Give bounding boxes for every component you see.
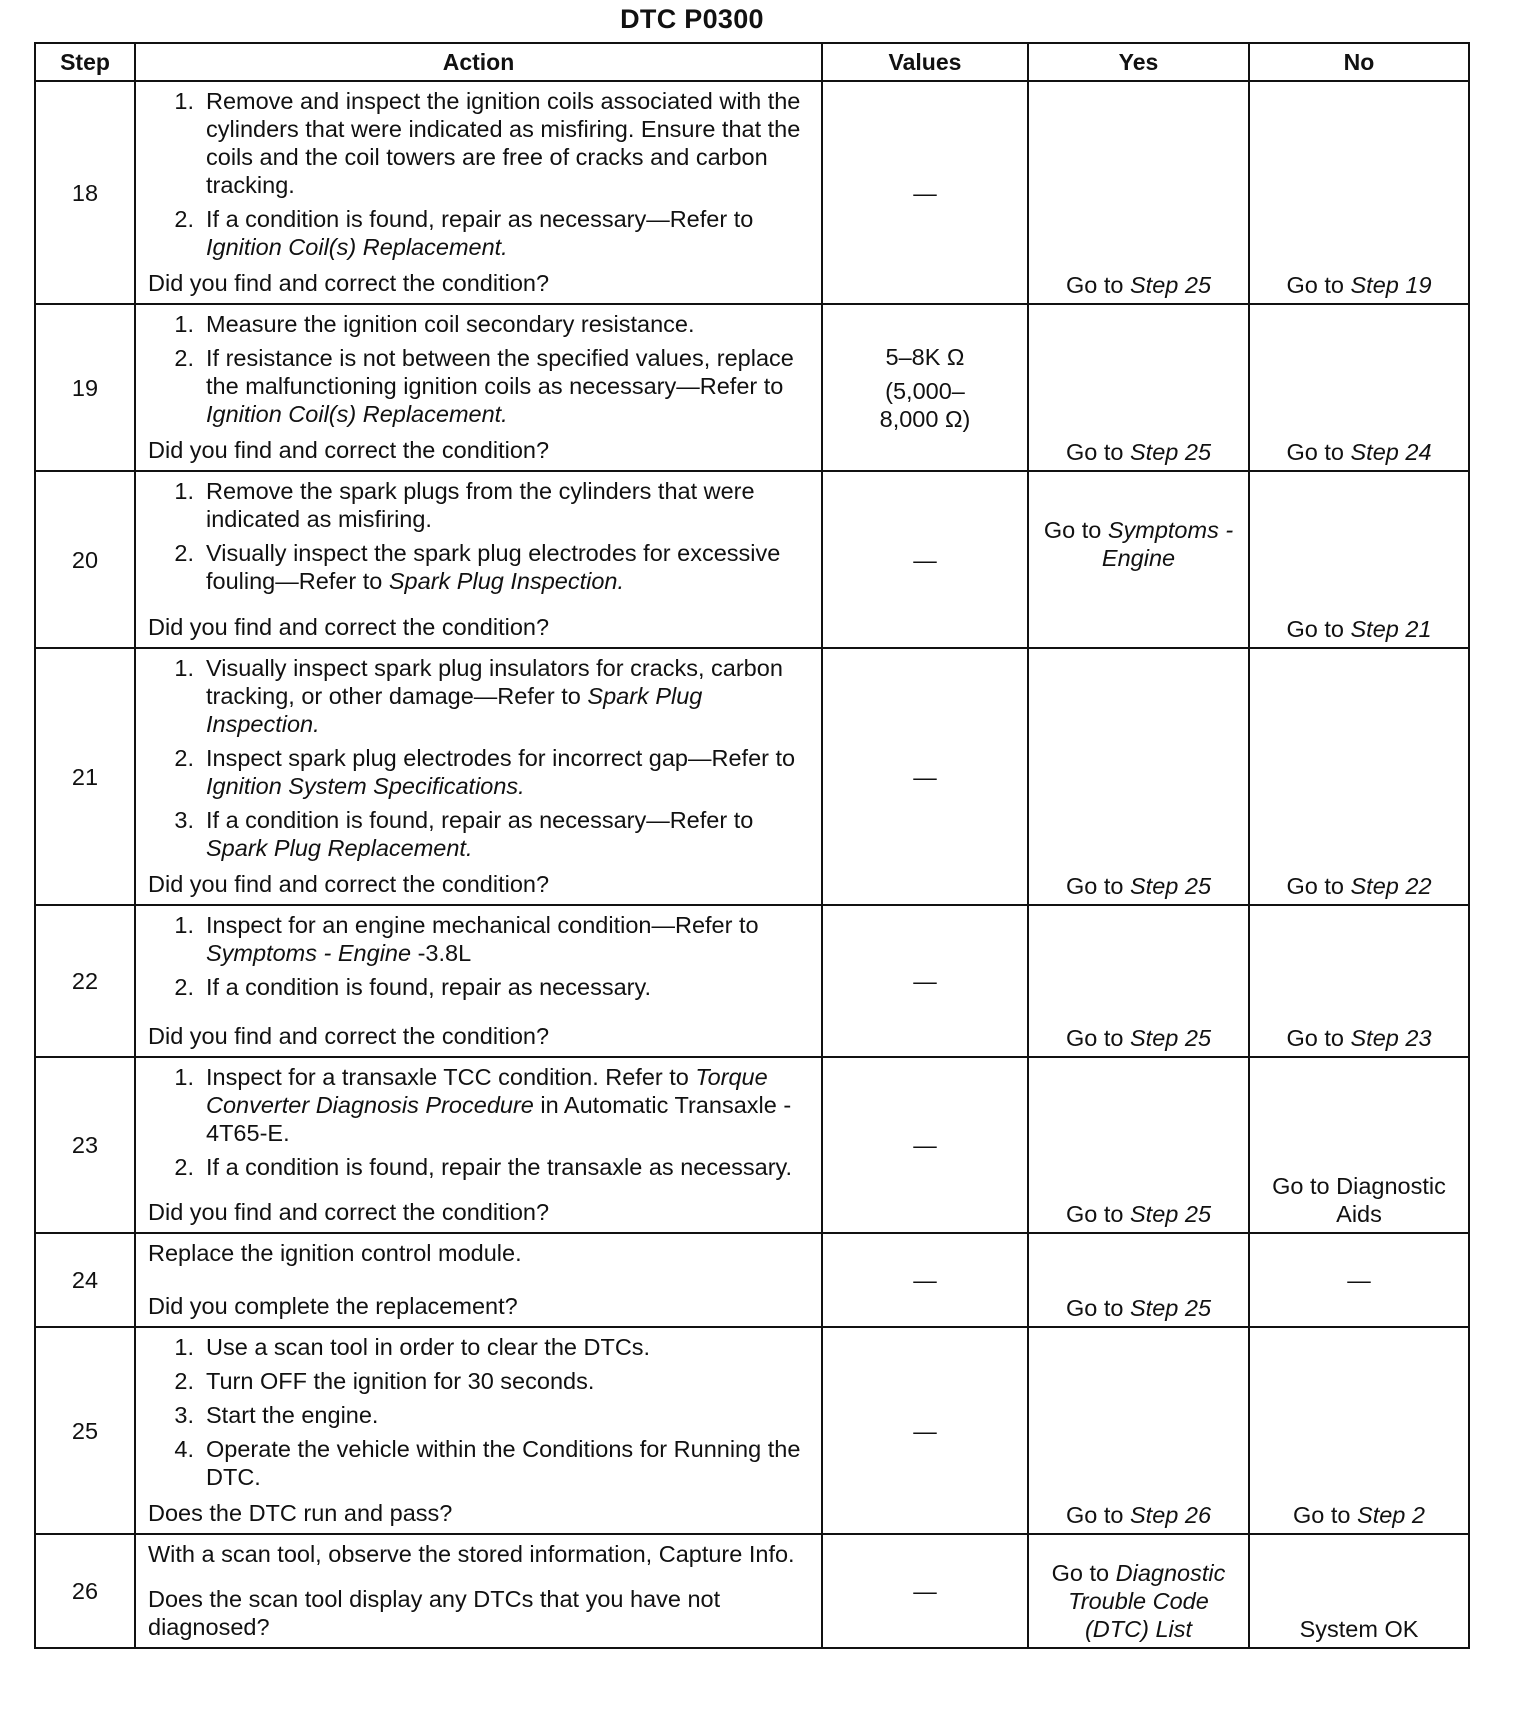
values-cell [822, 81, 1028, 304]
item-number: 1. [174, 912, 194, 938]
item-text [206, 1153, 813, 1181]
action-step-list [148, 87, 813, 261]
action-cell [135, 471, 822, 648]
no-value: — [913, 1267, 937, 1293]
item-text [206, 205, 813, 261]
values-cell [822, 1057, 1028, 1233]
text-run: Go to [1065, 1025, 1130, 1051]
text-run: Symptoms - Engine [206, 940, 412, 966]
text-run: Step 2 [1357, 1502, 1425, 1528]
text-run: Go to [1286, 1025, 1351, 1051]
action-cell [135, 1233, 822, 1327]
table-row [35, 1233, 1469, 1327]
text-run: Spark Plug Inspection. [206, 683, 703, 737]
action-content [148, 310, 813, 464]
no-value: — [913, 763, 937, 790]
action-content [148, 654, 813, 898]
action-content [148, 1239, 813, 1320]
action-question: Did you find and correct the condition? [148, 270, 550, 296]
text-run: Spark Plug Replacement. [206, 835, 473, 861]
yes-action[interactable] [1033, 271, 1244, 299]
text-run: Step 25 [1130, 1295, 1212, 1321]
yes-cell [1028, 1057, 1249, 1233]
item-number: 3. [174, 1402, 194, 1428]
text-run: Symptoms - Engine [1101, 517, 1234, 571]
no-action[interactable] [1254, 1024, 1464, 1052]
action-content [148, 911, 813, 1050]
text-run: Torque Converter Diagnosis Procedure [206, 1064, 768, 1118]
item-number: 1. [174, 1334, 194, 1360]
action-step-list [148, 911, 813, 1001]
text-run: Inspect spark plug electrodes for incorrect gap—Refer to [206, 745, 796, 771]
text-run: Inspect for a transaxle TCC condition. Refer to [206, 1064, 696, 1090]
action-content [148, 1333, 813, 1527]
text-run: Go to [1051, 1560, 1116, 1586]
action-question: Did you complete the replacement? [148, 1293, 518, 1319]
text-run: Go to [1286, 439, 1351, 465]
no-cell [1249, 1057, 1469, 1233]
action-step-item [148, 1435, 813, 1491]
header-yes: Yes [1028, 43, 1249, 81]
action-step-item [148, 344, 813, 428]
no-cell [1249, 81, 1469, 304]
item-number: 1. [174, 478, 194, 504]
action-step-item [148, 1367, 813, 1395]
table-header-row [35, 43, 1469, 81]
yes-cell [1028, 1327, 1249, 1534]
action-cell [135, 1327, 822, 1534]
step-number: 24 [35, 1233, 135, 1327]
yes-cell [1028, 905, 1249, 1057]
spec-value: (5,000– [885, 377, 965, 404]
values-cell [822, 304, 1028, 471]
text-run: Turn OFF the ignition for 30 seconds. [206, 1368, 595, 1394]
item-number: 1. [174, 655, 194, 681]
action-step-item [148, 87, 813, 199]
values-cell [822, 1534, 1028, 1648]
text-run: Inspect for an engine mechanical condition—Refer to [206, 912, 759, 938]
text-run: Spark Plug Inspection. [388, 568, 625, 594]
step-number: 18 [35, 81, 135, 304]
values-cell [822, 471, 1028, 648]
text-run: Diagnostic Trouble Code (DTC) List [1068, 1560, 1226, 1642]
action-step-item [148, 806, 813, 862]
action-step-item [148, 477, 813, 533]
action-question: Does the scan tool display any DTCs that you have not diagnosed? [148, 1586, 721, 1640]
table-row [35, 81, 1469, 304]
no-cell [1249, 1534, 1469, 1648]
yes-cell [1028, 81, 1249, 304]
action-instruction: Replace the ignition control module. [148, 1240, 522, 1266]
no-cell [1249, 648, 1469, 905]
action-cell [135, 81, 822, 304]
spec-value: 8,000 Ω) [879, 405, 971, 432]
step-number: 22 [35, 905, 135, 1057]
item-number: 1. [174, 311, 194, 337]
text-run: Start the engine. [206, 1402, 379, 1428]
text-run: Go to [1286, 873, 1351, 899]
action-step-list [148, 654, 813, 862]
text-run: Measure the ignition coil secondary resistance. [206, 311, 695, 337]
item-number: 2. [174, 745, 194, 771]
values-cell [822, 905, 1028, 1057]
text-run: Step 25 [1130, 1201, 1212, 1227]
action-content [148, 1540, 813, 1641]
text-run: Remove the spark plugs from the cylinders that were indicated as misfiring. [206, 478, 755, 532]
no-cell [1249, 905, 1469, 1057]
item-text [206, 477, 813, 533]
no-value: — [913, 1578, 937, 1604]
action-cell [135, 304, 822, 471]
text-run: Step 22 [1350, 873, 1432, 899]
no-cell [1249, 1233, 1469, 1327]
item-text [206, 310, 813, 338]
yes-action[interactable] [1033, 1501, 1244, 1529]
text-run: Step 25 [1130, 873, 1212, 899]
no-value: — [913, 968, 937, 994]
action-step-item [148, 1063, 813, 1147]
yes-action[interactable] [1033, 1200, 1244, 1228]
text-run: If a condition is found, repair as necessary—Refer to [206, 807, 754, 833]
action-content [148, 477, 813, 641]
item-text [206, 1063, 813, 1147]
yes-cell [1028, 304, 1249, 471]
step-number: 19 [35, 304, 135, 471]
text-run: Go to [1286, 616, 1351, 642]
step-number: 26 [35, 1534, 135, 1648]
table-row [35, 1534, 1469, 1648]
item-text [206, 87, 813, 199]
text-run: Step 19 [1350, 272, 1432, 298]
header-step: Step [35, 43, 135, 81]
text-run: Go to [1065, 1295, 1130, 1321]
action-steps [148, 310, 813, 434]
step-number: 20 [35, 471, 135, 648]
action-cell [135, 905, 822, 1057]
text-run: Go to [1065, 439, 1130, 465]
action-step-item [148, 539, 813, 595]
no-action[interactable] [1254, 271, 1464, 299]
text-run: Step 21 [1350, 616, 1432, 642]
no-value: — [913, 179, 937, 206]
item-number: 2. [174, 1154, 194, 1180]
action-step-item [148, 205, 813, 261]
table-row [35, 905, 1469, 1057]
action-question: Did you find and correct the condition? [148, 437, 550, 463]
item-text [206, 1333, 813, 1361]
action-step-list [148, 310, 813, 428]
action-step-item [148, 911, 813, 967]
no-action[interactable] [1254, 615, 1464, 643]
item-number: 2. [174, 974, 194, 1000]
text-run: Go to [1065, 272, 1130, 298]
action-step-item [148, 1333, 813, 1361]
item-number: 2. [174, 345, 194, 371]
yes-cell [1028, 471, 1249, 648]
action-step-item [148, 1401, 813, 1429]
action-steps [148, 87, 813, 267]
action-question: Did you find and correct the condition? [148, 871, 550, 897]
item-text [206, 1401, 813, 1429]
table-body [35, 81, 1469, 1648]
action-step-item [148, 1153, 813, 1181]
text-run: in Automatic Transaxle - 4T65-E. [206, 1092, 792, 1146]
item-text [206, 806, 813, 862]
table-row [35, 1327, 1469, 1534]
step-number: 23 [35, 1057, 135, 1233]
step-number: 25 [35, 1327, 135, 1534]
text-run: Visually inspect the spark plug electrodes for excessive fouling—Refer to [206, 540, 781, 594]
no-cell [1249, 471, 1469, 648]
action-steps [148, 1063, 813, 1187]
no-action[interactable] [1254, 438, 1464, 466]
no-action[interactable] [1254, 1172, 1464, 1228]
item-text [206, 344, 813, 428]
action-steps [148, 654, 813, 868]
text-run: Step 25 [1130, 439, 1212, 465]
yes-action[interactable] [1033, 1024, 1244, 1052]
yes-action[interactable] [1033, 1294, 1244, 1322]
yes-cell [1028, 648, 1249, 905]
item-number: 3. [174, 807, 194, 833]
action-step-list [148, 1063, 813, 1181]
action-steps [148, 911, 813, 1007]
no-value: — [913, 1132, 937, 1158]
action-step-item [148, 744, 813, 800]
text-run: -3.8L [411, 940, 472, 966]
action-step-item [148, 654, 813, 738]
header-values: Values [822, 43, 1028, 81]
action-step-list [148, 477, 813, 595]
text-run: If resistance is not between the specified values, replace the malfunctioning ignition coils as necessary—Refer to [206, 345, 794, 399]
text-run: Step 24 [1350, 439, 1432, 465]
action-cell [135, 1057, 822, 1233]
text-run: Go to [1043, 517, 1108, 543]
text-run: Go to [1065, 873, 1130, 899]
no-action[interactable] [1254, 872, 1464, 900]
text-run: Go to [1293, 1502, 1358, 1528]
text-run: Use a scan tool in order to clear the DTCs. [206, 1334, 651, 1360]
text-run: Step 23 [1350, 1025, 1432, 1051]
action-question: Does the DTC run and pass? [148, 1500, 453, 1526]
action-instruction: With a scan tool, observe the stored information, Capture Info. [148, 1541, 795, 1567]
action-cell [135, 1534, 822, 1648]
header-action: Action [135, 43, 822, 81]
item-number: 2. [174, 1368, 194, 1394]
page-title: DTC P0300 [620, 4, 764, 34]
text-run: If a condition is found, repair as necessary—Refer to [206, 206, 754, 232]
item-number: 2. [174, 206, 194, 232]
action-content [148, 1063, 813, 1226]
no-value: — [913, 546, 937, 573]
action-question: Did you find and correct the condition? [148, 614, 550, 640]
action-question: Did you find and correct the condition? [148, 1023, 550, 1049]
item-number: 4. [174, 1436, 194, 1462]
no-cell [1249, 304, 1469, 471]
item-text [206, 1367, 813, 1395]
item-text [206, 539, 813, 595]
text-run: Step 26 [1130, 1502, 1212, 1528]
item-text [206, 654, 813, 738]
text-run: Visually inspect spark plug insulators for cracks, carbon tracking, or other damage—Refer to [206, 655, 783, 709]
text-run: System OK [1299, 1616, 1419, 1642]
text-run: Ignition Coil(s) Replacement. [206, 234, 508, 260]
text-run: Remove and inspect the ignition coils associated with the cylinders that were indicated as misfiring. Ensure that the coils and the coil towers are free of cracks and carbon tracking. [206, 88, 801, 198]
item-number: 1. [174, 1064, 194, 1090]
yes-action[interactable] [1033, 516, 1244, 572]
action-step-item [148, 310, 813, 338]
text-run: Go to [1065, 1502, 1130, 1528]
table-row [35, 648, 1469, 905]
action-steps [148, 1239, 813, 1273]
table-row [35, 304, 1469, 471]
step-number: 21 [35, 648, 135, 905]
diagnostic-table [34, 42, 1470, 1649]
text-run: Go to Diagnostic Aids [1272, 1173, 1446, 1227]
no-cell [1249, 1327, 1469, 1534]
text-run: Go to [1286, 272, 1351, 298]
yes-cell [1028, 1534, 1249, 1648]
yes-action[interactable] [1033, 872, 1244, 900]
no-action[interactable] [1254, 1501, 1464, 1529]
action-steps [148, 477, 813, 601]
action-step-item [148, 973, 813, 1001]
text-run: If a condition is found, repair as necessary. [206, 974, 651, 1000]
yes-action[interactable] [1033, 1559, 1244, 1643]
item-text [206, 973, 813, 1001]
action-steps [148, 1540, 813, 1574]
item-text [206, 1435, 813, 1491]
action-cell [135, 648, 822, 905]
item-number: 2. [174, 540, 194, 566]
item-text [206, 911, 813, 967]
values-cell [822, 1233, 1028, 1327]
action-steps [148, 1333, 813, 1497]
action-step-list [148, 1333, 813, 1491]
spec-value: 5–8K Ω [885, 343, 965, 370]
values-cell [822, 648, 1028, 905]
action-content [148, 87, 813, 297]
header-no: No [1249, 43, 1469, 81]
text-run: If a condition is found, repair the transaxle as necessary. [206, 1154, 793, 1180]
yes-action[interactable] [1033, 438, 1244, 466]
no-action[interactable] [1254, 1615, 1464, 1643]
values-cell [822, 1327, 1028, 1534]
item-number: 1. [174, 88, 194, 114]
text-run: Ignition Coil(s) Replacement. [206, 401, 508, 427]
no-value: — [1347, 1267, 1371, 1293]
text-run: Operate the vehicle within the Conditions for Running the DTC. [206, 1436, 801, 1490]
yes-cell [1028, 1233, 1249, 1327]
table-row [35, 1057, 1469, 1233]
text-run: Step 25 [1130, 272, 1212, 298]
text-run: Step 25 [1130, 1025, 1212, 1051]
text-run: Go to [1065, 1201, 1130, 1227]
item-text [206, 744, 813, 800]
table-row [35, 471, 1469, 648]
text-run: Ignition System Specifications. [206, 773, 525, 799]
no-value: — [913, 1417, 937, 1444]
action-question: Did you find and correct the condition? [148, 1199, 550, 1225]
